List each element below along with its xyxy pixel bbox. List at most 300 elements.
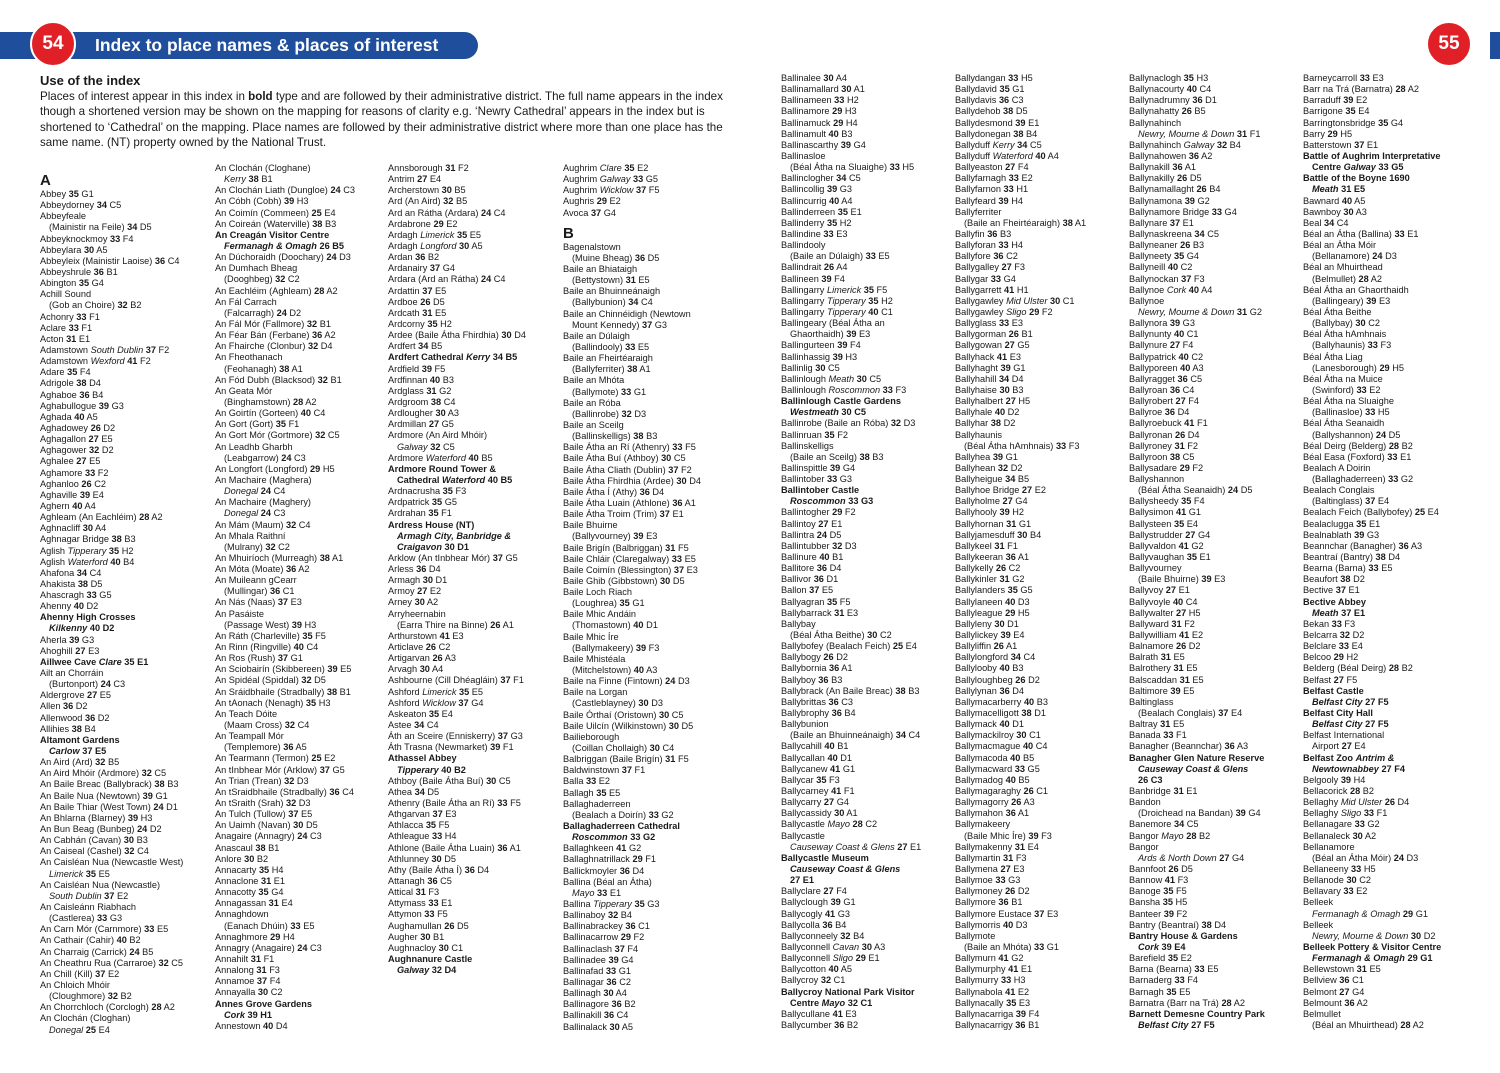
entry-name: Annagassan (215, 898, 267, 909)
entry-name: (Ballyvourney) (572, 531, 631, 542)
entry-name: Ard (An Aird) (388, 196, 441, 207)
entry-page: 27 (1005, 162, 1016, 173)
entry-grid: C5 (1182, 451, 1195, 462)
entry-grid: H5 (1377, 407, 1390, 418)
entry-page: 34 (96, 200, 107, 211)
index-entry (40, 701, 214, 712)
entry-grid: H3 (1196, 73, 1209, 83)
entry-grid: D4 (829, 563, 842, 574)
index-entry (1129, 496, 1303, 507)
entry-grid: A4 (431, 664, 444, 675)
entry-name: (Bealach Conglais) (1138, 708, 1216, 719)
index-entry (781, 463, 955, 474)
entry-name: Bansha (1129, 897, 1161, 908)
entry-name: (Béal Átha Seanaidh) (1138, 485, 1226, 496)
entry-page: 30 (486, 775, 497, 786)
index-entry (1303, 396, 1477, 407)
index-entry (781, 652, 955, 663)
entry-grid: C5 (498, 775, 511, 786)
entry-grid: H5 (902, 162, 915, 173)
entry-page: 31 (1171, 618, 1182, 629)
index-entry (781, 831, 955, 842)
entry-name: Baile Átha Luain (Athlone) (563, 497, 670, 508)
index-entry (1129, 909, 1303, 920)
entry-name: Aughrim (563, 174, 598, 185)
index-entry (388, 319, 562, 330)
index-entry (563, 710, 737, 721)
index-entry (781, 964, 955, 975)
index-entry (40, 846, 214, 857)
index-entry (1129, 430, 1303, 441)
entry-name: Ballylaneen (955, 596, 1003, 607)
entry-name: Ballyporeen (1129, 362, 1178, 373)
entry-page: 37 (621, 765, 632, 776)
entry-name: Ballynadrumny (1129, 95, 1190, 106)
entry-name: Baile Uilcín (Wilkinstown) (563, 720, 667, 731)
entry-name: (Ballinskelligs) (572, 431, 631, 442)
entry-page: 33 (1354, 819, 1365, 830)
entry-name: Bannow (1129, 875, 1163, 886)
index-entry (40, 367, 214, 378)
entry-name: Athy (Baile Átha Í) (388, 864, 463, 875)
entry-page: 30 (82, 523, 93, 534)
entry-grid: C4 (313, 408, 326, 419)
entry-name: Ballinamult (781, 128, 826, 139)
entry-name: (Templemore) (224, 742, 281, 753)
entry-grid: A1 (509, 842, 521, 853)
entry-page: 26 (1181, 106, 1192, 117)
entry-name: (Coillan Chollaigh) (572, 743, 648, 754)
index-entry (1303, 686, 1477, 697)
entry-name: Ballygar (955, 273, 989, 284)
entry-page: 31 (625, 275, 636, 286)
entry-grid: G2 (1191, 540, 1204, 551)
index-entry (40, 479, 214, 490)
entry-page: 27 (1165, 585, 1177, 596)
entry-grid: F2 (844, 507, 856, 518)
entry-name: An Ráth (Charleville) (215, 630, 300, 641)
entry-name: Baltimore (1129, 685, 1168, 696)
entry-grid: B4 (1026, 128, 1038, 139)
index-entry (563, 643, 737, 654)
entry-page: 39 (1163, 908, 1174, 919)
entry-grid: G5 (1017, 340, 1030, 351)
index-entry (1303, 262, 1477, 273)
index-entry (1129, 173, 1303, 184)
index-entry (40, 445, 214, 456)
index-entry (215, 174, 389, 185)
index-entry (955, 753, 1129, 764)
index-entry (1129, 229, 1303, 240)
entry-district: Waterford (441, 474, 486, 485)
entry-grid: D3 (634, 408, 647, 419)
index-entry (563, 999, 737, 1010)
entry-name: Aghadowey (40, 422, 89, 433)
entry-name: Ballinderry (781, 217, 825, 228)
index-entry (1129, 786, 1303, 797)
entry-page: 30 (1017, 529, 1028, 540)
index-entry (1129, 463, 1303, 474)
entry-page: 34 (895, 730, 906, 741)
entry-page: 40 (1005, 774, 1016, 785)
entry-name: Ahafona (40, 567, 75, 578)
entry-page: 30 (419, 664, 430, 675)
index-entry (955, 998, 1129, 1009)
entry-name: Baile Átha Buí (Athboy) (563, 453, 659, 464)
entry-name: Ballyconneely (781, 930, 838, 941)
entry-grid: B1 (1021, 329, 1033, 340)
entry-grid: F5 (1346, 674, 1358, 685)
index-entry (1303, 352, 1477, 363)
entry-grid: H4 (1011, 240, 1023, 251)
index-entry (215, 196, 389, 207)
entry-page: 33 (1331, 618, 1342, 629)
entry-grid: A2 (324, 330, 336, 341)
entry-name: Barringtonsbridge (1303, 117, 1376, 128)
entry-name: An Fheothanach (215, 352, 283, 363)
index-entry (563, 409, 737, 420)
entry-name: Anlore (215, 853, 242, 864)
entry-name: (Mullingar) (224, 586, 268, 597)
index-entry (388, 364, 562, 375)
entry-district: Kilkenny (49, 623, 88, 634)
entry-name: (Ballybay) (1312, 318, 1353, 329)
index-entry (781, 352, 955, 363)
entry-page: 38 (1013, 128, 1024, 139)
entry-page: 39 (830, 462, 841, 473)
index-entry (563, 821, 737, 832)
entry-name: (Béal Átha na Sluaighe) (790, 162, 888, 173)
entry-page: 33 (998, 240, 1009, 251)
index-entry (955, 173, 1129, 184)
entry-page: 36 (1172, 162, 1183, 173)
entry-grid: A4 (615, 988, 627, 999)
index-entry (955, 641, 1129, 652)
entry-page: 41 (996, 351, 1008, 362)
entry-name: Ballycastle Museum (781, 852, 869, 863)
index-entry (40, 913, 214, 924)
entry-grid: B1 (832, 552, 844, 563)
entry-page: 32 (431, 965, 442, 976)
entry-name: An Dúchoraidh (Doochary) (215, 252, 324, 263)
index-entry (781, 585, 955, 596)
entry-grid: F1 (81, 322, 93, 333)
entry-name: An Gort (Gort) (215, 419, 274, 430)
index-entry (955, 897, 1129, 908)
entry-name: Ballykinler (955, 574, 997, 585)
index-entry (781, 430, 955, 441)
entry-page: 37 (492, 552, 503, 563)
entry-page: 32 (997, 462, 1009, 473)
index-entry (215, 887, 389, 898)
entry-name: (Feohanagh) (224, 363, 277, 374)
entry-name: An Machaire (Maghera) (215, 474, 312, 485)
entry-page: 38 (1021, 708, 1032, 719)
entry-grid: B3 (841, 128, 853, 139)
entry-grid: C1 (282, 586, 295, 597)
entry-name: (Béal an Mhuirthead) (1312, 1019, 1398, 1030)
entry-name: Aillwee Cave (40, 656, 97, 667)
entry-page: 31 (1160, 652, 1171, 663)
entry-name: Ballymartin (955, 852, 1001, 863)
entry-name: Ashbourne (Cill Dhéagláin) (388, 675, 498, 686)
index-entry (215, 297, 389, 308)
index-entry (1129, 296, 1303, 307)
index-entry (215, 687, 389, 698)
entry-grid: F5 (315, 630, 326, 641)
entry-name: An Chorrchloch (Corclogh) (40, 1002, 149, 1013)
index-entry (40, 334, 214, 345)
index-entry (1303, 541, 1477, 552)
index-entry (955, 652, 1129, 663)
entry-page: 41 (998, 953, 1009, 964)
entry-grid: G5 (505, 552, 518, 563)
entry-name: Banada (1129, 730, 1161, 741)
entry-grid: C4 (1336, 217, 1349, 228)
index-entry (215, 787, 389, 798)
entry-name: Ballyvoyle (1129, 596, 1171, 607)
entry-district: Ards & North Down (1138, 852, 1217, 863)
entry-grid: F1 (1196, 418, 1208, 429)
entry-page: 33 (497, 798, 508, 809)
entry-page: 40 (116, 935, 127, 946)
entry-grid: B2 (256, 853, 269, 864)
index-entry (781, 563, 955, 574)
entry-page: 40 (441, 764, 452, 775)
index-entry (781, 418, 955, 429)
entry-name: Ballindine (781, 228, 821, 239)
entry-name: Ballymacelligott (955, 708, 1019, 719)
index-entry (40, 557, 214, 568)
entry-grid: A4 (95, 523, 107, 534)
index-entry (388, 742, 562, 753)
index-entry (955, 619, 1129, 630)
index-entry (1303, 274, 1477, 285)
entry-grid: E1 (1407, 228, 1419, 239)
entry-name: An Sráidbhaile (Stradbally) (215, 686, 325, 697)
entry-page: 31 (250, 953, 261, 964)
entry-name: Ardcorny (388, 318, 425, 329)
index-entry (388, 809, 562, 820)
entry-name: Ballinasloe (781, 150, 826, 161)
entry-page: 36 (831, 708, 842, 719)
index-entry (955, 808, 1129, 819)
entry-name: (Baile an Dúlaigh) (790, 251, 864, 262)
entry-page: 32 (1339, 630, 1351, 641)
entry-page: 37 (590, 207, 602, 218)
index-entry (40, 802, 214, 813)
entry-page: 39 (1184, 195, 1195, 206)
entry-name: Athassel Abbey (388, 753, 457, 764)
entry-name: Ballycarney (781, 786, 829, 796)
index-entry (1303, 864, 1477, 875)
entry-grid: E5 (435, 285, 447, 296)
entry-page: 35 (1167, 953, 1179, 964)
entry-name: Ballyronan (1129, 429, 1173, 440)
entry-name: Arvagh (388, 664, 418, 675)
entry-name: Ballyfeard (955, 195, 996, 206)
entry-name: Bannfoot (1129, 863, 1166, 874)
entry-grid: D5 (433, 296, 445, 307)
index-entry (781, 975, 955, 986)
index-entry (955, 118, 1129, 129)
entry-grid: E5 (684, 553, 696, 564)
entry-grid: C3 (343, 185, 355, 196)
index-entry (1303, 184, 1477, 195)
index-entry (388, 687, 562, 698)
index-entry (1303, 953, 1477, 964)
entry-page: 30 (856, 373, 867, 384)
entry-page: 41 (1179, 630, 1190, 641)
entry-grid: E5 (156, 924, 169, 935)
entry-name: (Béal Átha Beithe) (790, 630, 865, 641)
entry-grid: D1 (1205, 95, 1217, 106)
entry-name: Ardlougher (388, 408, 433, 419)
index-entry (388, 965, 562, 976)
entry-grid: D4 (477, 864, 490, 875)
entry-grid: C4 (640, 297, 653, 308)
entry-name: Annaghmore (215, 931, 268, 942)
index-entry (955, 73, 1129, 84)
entry-grid: D3 (339, 252, 351, 263)
entry-name: Ballymadog (955, 774, 1004, 785)
index-entry (388, 352, 562, 363)
entry-page: 30 (867, 630, 878, 641)
entry-district: Cork (224, 1009, 245, 1020)
entry-page: 39 (79, 489, 91, 500)
entry-name: Ballybofey (Bealach Feich) (781, 641, 891, 652)
index-entry (1129, 831, 1303, 842)
entry-grid: G1 (843, 897, 856, 908)
entry-grid: E4 (98, 1024, 110, 1035)
entry-page: 35 (85, 868, 96, 879)
entry-page: 37 (1034, 908, 1045, 919)
index-entry (215, 241, 389, 252)
entry-grid: C4 (306, 642, 319, 653)
entry-page: 30 (649, 743, 660, 754)
index-entry (215, 208, 389, 219)
entry-page: 36 (998, 897, 1009, 908)
index-entry (781, 942, 955, 953)
entry-grid: E5 (1381, 563, 1393, 574)
index-entry (781, 173, 955, 184)
entry-name: Ballymore (955, 897, 996, 908)
entry-page: 38 (76, 378, 87, 389)
index-entry (388, 909, 562, 920)
entry-grid: C4 (89, 567, 102, 578)
entry-page: 27 (897, 841, 908, 852)
index-entry (1129, 340, 1303, 351)
index-entry (781, 207, 955, 218)
entry-name: Aglish (40, 545, 66, 556)
index-entry (1129, 975, 1303, 986)
entry-page: 39 (1201, 574, 1212, 585)
entry-page: 36 (1339, 975, 1350, 986)
index-entry (1129, 485, 1303, 496)
entry-name: Barnagh (1129, 986, 1164, 997)
entry-name: Ballygarrett (955, 284, 1002, 295)
entry-grid: A3 (447, 408, 460, 419)
index-entry (388, 620, 562, 631)
entry-page: 32 (285, 798, 297, 809)
entry-name: Ballinaclash (563, 943, 613, 954)
entry-name: Athlacca (388, 820, 424, 831)
entry-name: (Gob an Choire) (49, 300, 115, 311)
entry-name: Bawnard (1303, 195, 1340, 206)
index-entry (955, 708, 1129, 719)
entry-grid: E2 (598, 776, 611, 787)
index-entry (40, 857, 214, 868)
index-entry (563, 843, 737, 854)
entry-name: Ballingarry (781, 306, 825, 317)
entry-district: Causeway Coast & Glens (790, 841, 895, 852)
entry-name: Béal Átha na Muice (1303, 373, 1383, 384)
entry-district: Galway (1343, 162, 1376, 173)
entry-name: Arklow (An tInbhear Mór) (388, 552, 491, 563)
entry-grid: C1 (1036, 786, 1048, 796)
entry-name: Baile Órthaí (Oristown) (563, 709, 657, 720)
index-entry (781, 630, 955, 641)
entry-name: Ballinskelligs (781, 440, 834, 451)
index-entry (1129, 875, 1303, 886)
entry-grid: E2 (1369, 384, 1381, 395)
entry-name: An Dumhach Bheag (215, 263, 298, 274)
index-entry (215, 219, 389, 230)
index-entry (1303, 585, 1477, 596)
entry-page: 36 (63, 701, 74, 712)
entry-grid: D5 (829, 529, 842, 540)
entry-page: 41 (824, 908, 836, 919)
index-entry (563, 888, 737, 899)
entry-name: Ballinamallard (781, 84, 839, 95)
entry-district: Limerick (49, 868, 84, 879)
index-column-1 (40, 166, 214, 1036)
entry-page: 33 (84, 467, 96, 478)
entry-grid: E3 (1378, 295, 1391, 306)
entry-name: Ballyhoe Bridge (955, 485, 1020, 496)
entry-page: 27 (1002, 496, 1013, 507)
entry-page: 38 (1003, 106, 1014, 117)
entry-grid: C5 (171, 957, 184, 968)
entry-grid: B2 (1199, 830, 1211, 841)
entry-grid: A1 (639, 364, 651, 375)
entry-page: 30 (1352, 830, 1363, 841)
index-entry (388, 508, 562, 519)
entry-district: Kerry (992, 139, 1015, 150)
index-entry (40, 935, 214, 946)
entry-grid: B1 (106, 266, 118, 277)
index-entry (1303, 84, 1477, 95)
entry-page: 35 (868, 295, 879, 306)
entry-grid: E1 (910, 841, 922, 852)
entry-page: 35 (1173, 251, 1185, 262)
index-entry (40, 256, 214, 267)
entry-page: 39 (821, 273, 832, 284)
entry-page: 39 (1366, 295, 1377, 306)
index-entry (563, 309, 737, 320)
entry-grid: E5 (1353, 184, 1366, 195)
entry-grid: E5 (1179, 986, 1191, 997)
index-entry (955, 196, 1129, 207)
entry-page: 36 (269, 586, 281, 597)
entry-grid: F1 (634, 765, 646, 776)
entry-name: Ardan (388, 252, 413, 263)
entry-district: Meath (828, 373, 855, 384)
index-entry (781, 641, 955, 652)
entry-page: 29 (1333, 652, 1344, 663)
entry-name: Ballymacarberry (955, 696, 1022, 707)
entry-name: An Fál Mór (Fallmore) (215, 318, 305, 329)
